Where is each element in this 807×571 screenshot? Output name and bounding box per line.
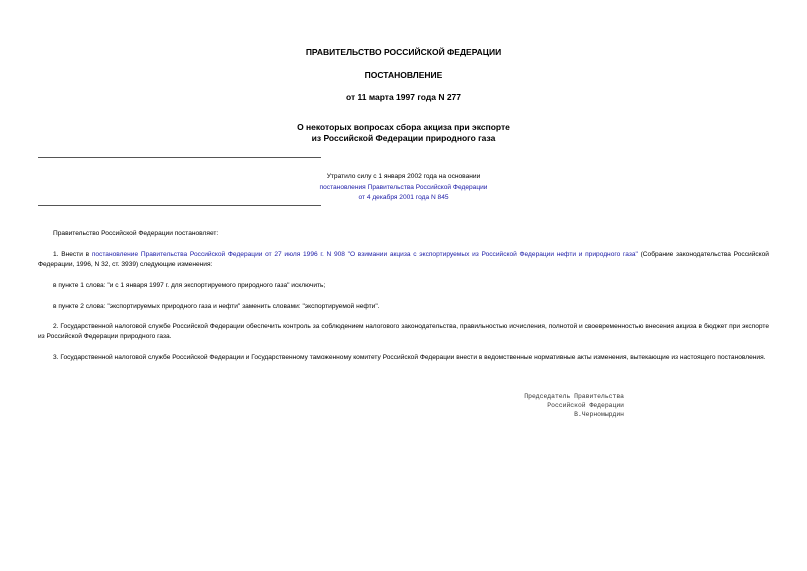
repeal-decree-link[interactable]: [0, 183, 807, 204]
document-title: [0, 122, 807, 144]
paragraph-1-suffix: (Собрание законодательства Российской Федерации, 1996, N 32, ст. 3939) следующие изменения:: [38, 251, 769, 268]
paragraph-3: 3. Государственной налоговой службе Российской Федерации и Государственному таможенному комитету Российской Федерации внести в ведомственные нормативные акты изменения, вытекающие из настоящего постановления.: [53, 354, 766, 361]
paragraph-1: [38, 250, 769, 270]
government-heading: ПРАВИТЕЛЬСТВО РОССИЙСКОЙ ФЕДЕРАЦИИ: [305, 47, 502, 57]
bottom-divider: [38, 205, 321, 206]
signature-country: Российской Федерации: [547, 402, 624, 409]
repeal-decree-link-line-2[interactable]: от 4 декабря 2001 года N 845: [358, 194, 449, 201]
signature-block: [524, 392, 624, 419]
status-note: [0, 172, 807, 204]
document-title-line-2: из Российской Федерации природного газа: [311, 133, 496, 143]
amended-decree-link[interactable]: постановление Правительства Российской Федерации от 27 июля 1996 г. N 908 "О взимании акциза с экспортируемых из Российской Федерации нефти и природного газа": [91, 251, 638, 258]
paragraph-2: 2. Государственной налоговой службе Российской Федерации обеспечить контроль за соблюдением налогового законодательства, правильностью исчисления, полнотой и своевременностью внесения акциза в бюджет при экспорте из Российской Федерации природного газа.: [38, 323, 769, 340]
document-date-number: от 11 марта 1997 года N 277: [345, 92, 462, 102]
document-title-line-1: О некоторых вопросах сбора акциза при экспорте: [297, 122, 510, 132]
paragraph-1-prefix: 1. Внести в: [53, 251, 92, 258]
status-note-text: Утратило силу с 1 января 2002 года на основании: [326, 173, 481, 180]
signature-name: В.Черномырдин: [574, 411, 624, 418]
document-type: ПОСТАНОВЛЕНИЕ: [364, 70, 443, 80]
preamble: Правительство Российской Федерации постановляет:: [53, 230, 219, 237]
top-divider: [38, 157, 321, 158]
repeal-decree-link-line-1[interactable]: постановления Правительства Российской Федерации: [319, 183, 488, 191]
paragraph-1-item-2: в пункте 2 слова: "экспортируемых природного газа и нефти" заменить словами: "экспортируемой нефти".: [53, 303, 380, 310]
paragraph-1-item-1: в пункте 1 слова: "и с 1 января 1997 г. для экспортируемого природного газа" исключить;: [53, 282, 326, 289]
signature-title: Председатель Правительства: [524, 393, 624, 400]
